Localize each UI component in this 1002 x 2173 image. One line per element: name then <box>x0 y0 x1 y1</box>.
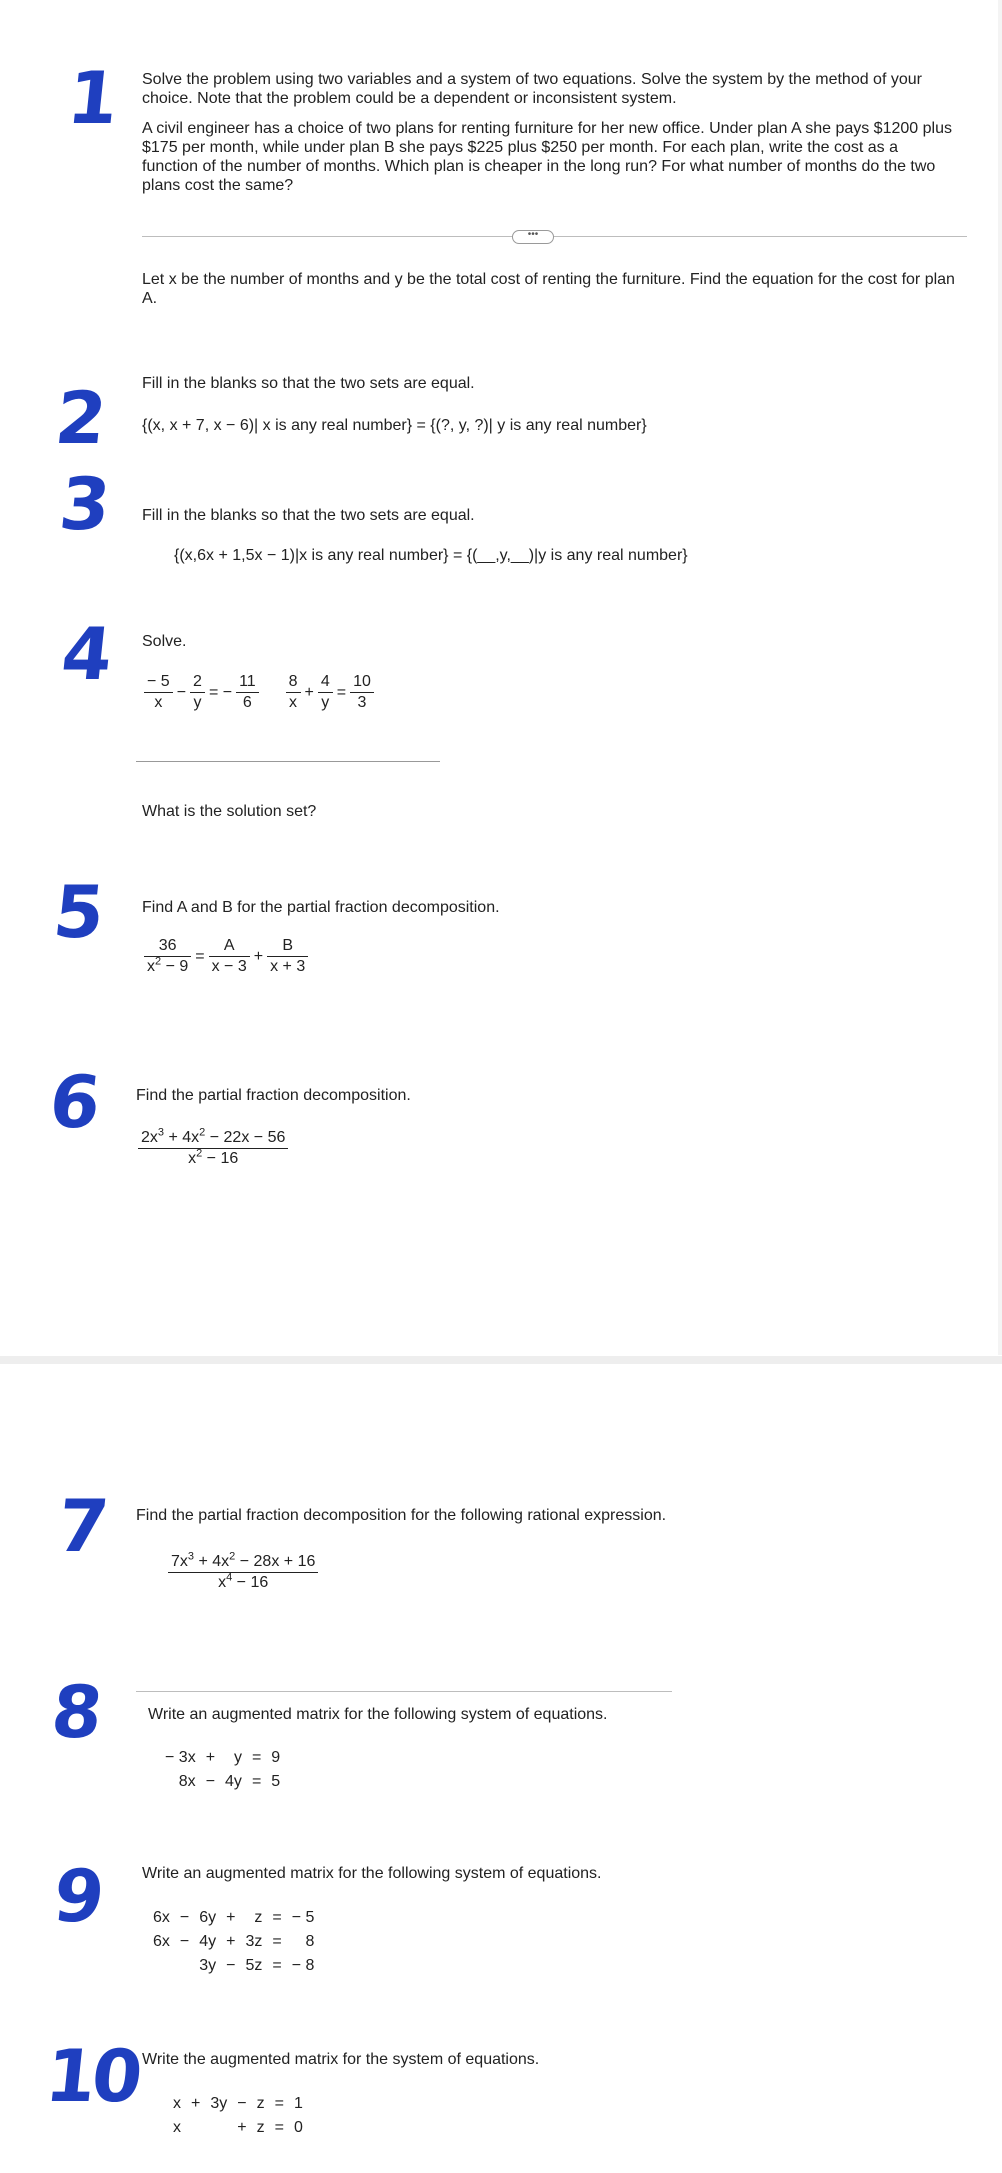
operator: − <box>226 1957 236 1974</box>
term: 2x <box>141 1129 158 1146</box>
right-edge <box>998 0 1002 1355</box>
term: x <box>218 1574 227 1591</box>
term: 8x <box>178 1773 196 1790</box>
equals: = <box>274 2095 284 2112</box>
term: 6x <box>153 1909 170 1926</box>
equals: = <box>272 1909 282 1926</box>
numerator: 36 <box>144 936 191 957</box>
numerator: B <box>267 936 308 957</box>
q6-expression <box>136 1128 290 1169</box>
denominator <box>138 1149 288 1169</box>
q1-problem: A civil engineer has a choice of two plans for renting furniture for her new office. Under plan A she pays $1200 plus $175 per month, while under plan B she pays $225 plus $250 per month. For each plan, write the cost as a function of the number of months. Which plan is cheaper in the long run? For what number of months do the two plans cost the same? <box>142 120 952 194</box>
term <box>205 2116 232 2140</box>
denominator: 3 <box>357 694 367 711</box>
problem-number-7: 7 <box>53 1484 113 1568</box>
expand-button[interactable]: ••• <box>512 230 554 244</box>
q7-instruction: Find the partial fraction decomposition for the following rational expression. <box>136 1507 667 1524</box>
operator: + <box>253 948 264 965</box>
term: − 3x <box>165 1749 196 1766</box>
q1-instruction: Solve the problem using two variables and a system of two equations. Solve the system by the method of your choice. Note that the problem could be a dependent or inconsistent system. <box>142 71 922 107</box>
constant: − 5 <box>291 1909 315 1926</box>
denominator: x <box>154 694 163 711</box>
operator: − <box>179 1909 190 1926</box>
exponent: 2 <box>199 1126 206 1139</box>
equals: = − <box>208 684 233 701</box>
term: + 4x <box>164 1129 200 1146</box>
term: 5z <box>245 1957 263 1974</box>
equation-row <box>148 1930 319 1954</box>
exponent: 2 <box>229 1550 236 1563</box>
problem-number-4: 4 <box>57 612 117 696</box>
equation-row <box>148 1954 319 1978</box>
q4-system <box>142 672 376 713</box>
operator: + <box>237 2119 247 2136</box>
problem-number-8: 8 <box>47 1670 107 1754</box>
fraction <box>350 672 374 713</box>
term: 7x <box>171 1553 188 1570</box>
term: + 4x <box>194 1553 230 1570</box>
equals: = <box>274 2119 284 2136</box>
numerator: 4 <box>318 672 333 693</box>
q6-instruction: Find the partial fraction decomposition. <box>136 1087 411 1104</box>
operator: − <box>205 1773 216 1790</box>
term: − 16 <box>202 1150 239 1167</box>
term: y <box>233 1749 242 1766</box>
problem-number-5: 5 <box>49 870 109 954</box>
q2-expression: {(x, x + 7, x − 6)| x is any real number} = {(?, y, ?)| y is any real number} <box>142 417 647 434</box>
operator <box>175 1954 194 1978</box>
operator: − <box>237 2095 247 2112</box>
q1-block <box>142 70 952 195</box>
fraction <box>236 672 259 713</box>
fraction <box>286 672 301 713</box>
term: 3z <box>245 1933 263 1950</box>
operator: − <box>179 1933 190 1950</box>
term: z <box>256 2119 265 2136</box>
equation-row <box>168 2092 308 2116</box>
numerator <box>168 1552 318 1573</box>
numerator: − 5 <box>144 672 173 693</box>
fraction <box>190 672 205 713</box>
q8-system <box>160 1746 285 1794</box>
operator: − <box>176 684 187 701</box>
q4-question: What is the solution set? <box>142 803 317 820</box>
exponent: 2 <box>196 1147 203 1160</box>
term: 6x <box>153 1933 170 1950</box>
numerator: A <box>209 936 250 957</box>
problem-number-10: 10 <box>41 2034 143 2118</box>
term: − 22x − 56 <box>205 1129 286 1146</box>
term: 3y <box>199 1957 217 1974</box>
denominator <box>168 1573 318 1593</box>
term: x <box>173 2119 181 2136</box>
equals: = <box>251 1749 262 1766</box>
operator <box>186 2116 205 2140</box>
equation-row <box>168 2116 308 2140</box>
denominator: y <box>321 694 330 711</box>
equation-row <box>160 1770 285 1794</box>
fraction <box>144 672 173 713</box>
q9-system <box>148 1906 319 1978</box>
fraction <box>267 936 308 977</box>
divider <box>142 236 967 237</box>
equals: = <box>272 1933 282 1950</box>
term: z <box>254 1909 263 1926</box>
constant: 1 <box>293 2095 303 2112</box>
exponent: 4 <box>226 1571 233 1584</box>
fraction <box>168 1552 318 1593</box>
q1-prompt: Let x be the number of months and y be the total cost of renting the furniture. Find the equation for the cost for plan A. <box>142 271 955 307</box>
divider <box>136 1691 672 1692</box>
problem-number-2: 2 <box>51 376 111 460</box>
page-gap <box>0 1356 1002 1364</box>
q4-instruction: Solve. <box>142 633 187 650</box>
q5-instruction: Find A and B for the partial fraction decomposition. <box>142 899 500 916</box>
term: x <box>173 2095 181 2112</box>
problem-number-1: 1 <box>63 56 123 140</box>
equals: = <box>336 684 347 701</box>
fraction <box>209 936 250 977</box>
exponent: 3 <box>157 1126 165 1139</box>
exponent: 3 <box>187 1550 195 1563</box>
numerator: 10 <box>350 672 374 693</box>
term: 4y <box>225 1773 242 1790</box>
answer-line <box>136 761 440 762</box>
numerator: 2 <box>190 672 205 693</box>
q3-expression: {(x,6x + 1,5x − 1)|x is any real number} = {(__,y,__)|y is any real number} <box>174 547 688 564</box>
term <box>148 1954 175 1978</box>
fraction <box>318 672 333 713</box>
constant: 5 <box>271 1773 281 1790</box>
constant: 9 <box>271 1749 281 1766</box>
equation-row <box>148 1906 319 1930</box>
equals: = <box>251 1773 262 1790</box>
operator: + <box>191 2095 201 2112</box>
term: z <box>256 2095 265 2112</box>
equals: = <box>195 948 205 965</box>
term: 6y <box>199 1909 217 1926</box>
exponent: 2 <box>155 955 162 968</box>
term: − 28x + 16 <box>235 1553 316 1570</box>
operator: + <box>304 684 314 701</box>
q10-system <box>168 2092 308 2140</box>
denominator-base: x <box>147 958 155 975</box>
numerator <box>138 1128 288 1149</box>
constant: 8 <box>305 1933 315 1950</box>
denominator <box>144 957 191 977</box>
equation-row <box>160 1746 285 1770</box>
numerator: 11 <box>236 672 259 693</box>
denominator: x + 3 <box>270 958 306 975</box>
denominator: x − 3 <box>211 958 247 975</box>
problem-number-9: 9 <box>49 1854 109 1938</box>
q7-expression <box>166 1552 320 1593</box>
q9-instruction: Write an augmented matrix for the following system of equations. <box>142 1865 602 1882</box>
q2-instruction: Fill in the blanks so that the two sets are equal. <box>142 375 475 392</box>
q10-instruction: Write the augmented matrix for the system of equations. <box>142 2051 540 2068</box>
denominator-rest: − 9 <box>161 958 189 975</box>
numerator: 8 <box>286 672 301 693</box>
operator: + <box>226 1933 236 1950</box>
term: − 16 <box>232 1574 269 1591</box>
equals: = <box>272 1957 282 1974</box>
term: 4y <box>199 1933 217 1950</box>
denominator: y <box>193 694 202 711</box>
q8-instruction: Write an augmented matrix for the following system of equations. <box>148 1706 608 1723</box>
denominator: 6 <box>242 694 252 711</box>
fraction <box>144 936 191 977</box>
denominator: x <box>289 694 298 711</box>
q3-instruction: Fill in the blanks so that the two sets are equal. <box>142 507 475 524</box>
problem-number-6: 6 <box>45 1060 105 1144</box>
term: 3y <box>210 2095 228 2112</box>
constant: 0 <box>293 2119 303 2136</box>
q5-expression <box>142 936 310 977</box>
operator: + <box>226 1909 236 1926</box>
term: x <box>188 1150 197 1167</box>
constant: − 8 <box>291 1957 315 1974</box>
problem-number-3: 3 <box>55 462 115 546</box>
operator: + <box>205 1749 216 1766</box>
fraction <box>138 1128 288 1169</box>
